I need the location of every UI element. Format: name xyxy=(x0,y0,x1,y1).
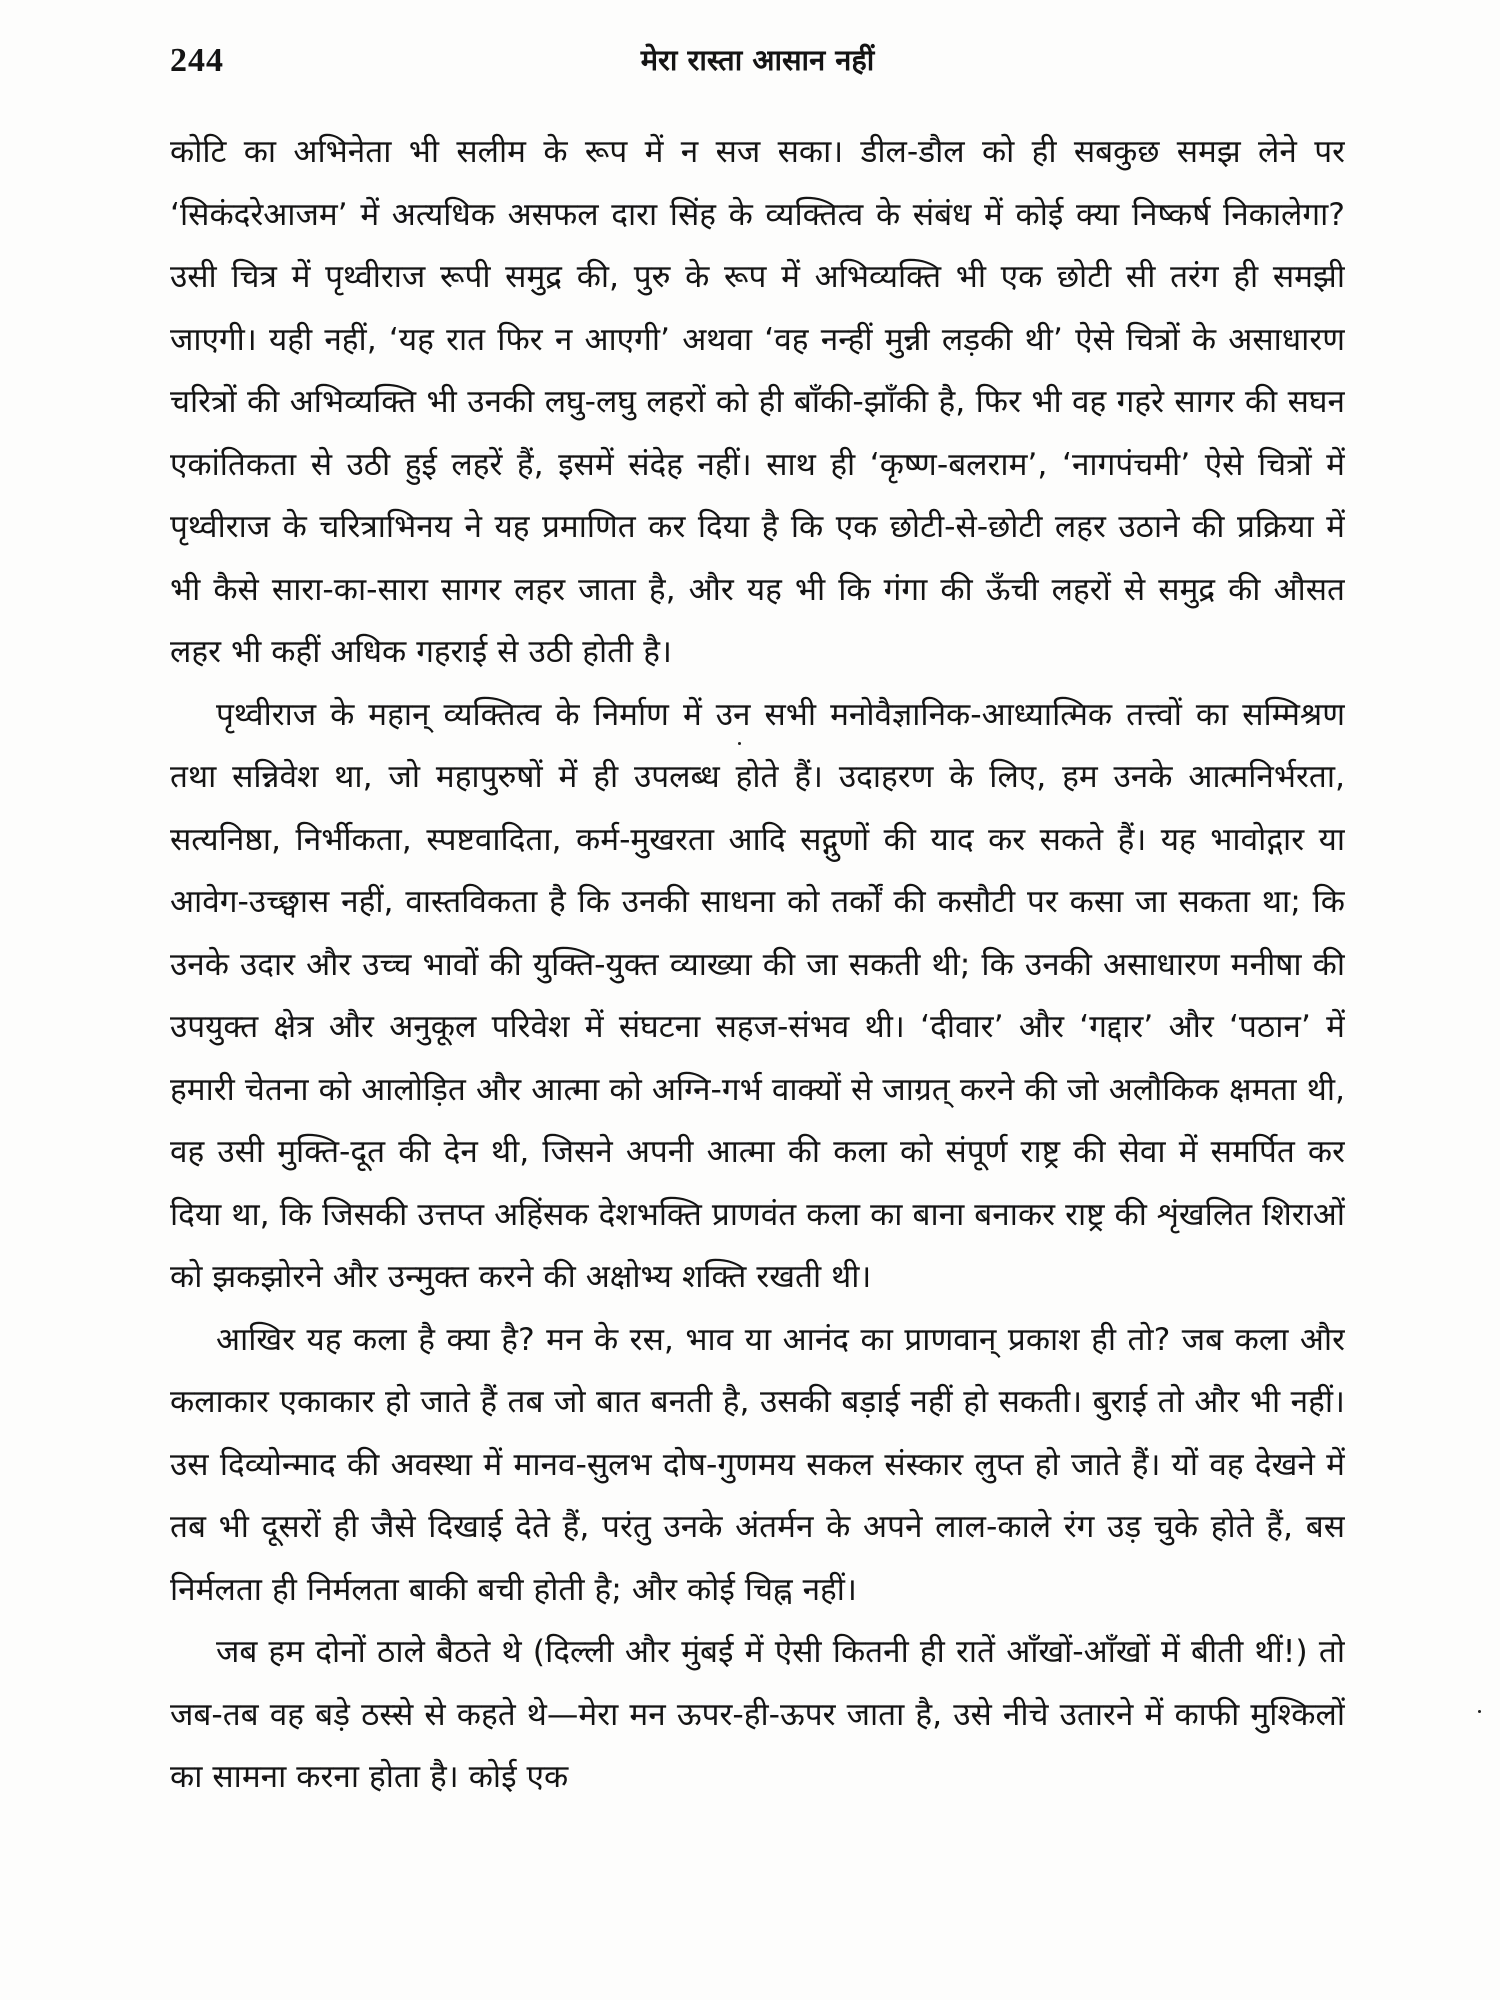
paragraph-4: जब हम दोनों ठाले बैठते थे (दिल्ली और मुंबई में ऐसी कितनी ही रातें आँखों-आँखों में बीती थीं!) तो जब-तब वह बड़े ठस्से से कहते थे—मेरा मन ऊपर-ही-ऊपर जाता है, उसे नीचे उतारने में काफी मुश्किलों का सामना करना होता है। कोई एक xyxy=(170,1634,1345,1795)
scan-speck xyxy=(738,742,741,745)
page-header xyxy=(170,38,1345,98)
paragraph-1: कोटि का अभिनेता भी सलीम के रूप में न सज सका। डील-डौल को ही सबकुछ समझ लेने पर ‘सिकंदरेआजम’ में अत्यधिक असफल दारा सिंह के व्यक्तित्व के संबंध में कोई क्या निष्कर्ष निकालेगा? उसी चित्र में पृथ्वीराज रूपी समुद्र की, पुरु के रूप में अभिव्यक्ति भी एक छोटी सी तरंग ही समझी जाएगी। यही नहीं, ‘यह रात फिर न आएगी’ अथवा ‘वह नन्हीं मुन्नी लड़की थी’ ऐसे चित्रों के असाधारण चरित्रों की अभिव्यक्ति भी उनकी लघु-लघु लहरों को ही बाँकी-झाँकी है, फिर भी वह गहरे सागर की सघन एकांतिकता से उठी हुई लहरें हैं, इसमें संदेह नहीं। साथ ही ‘कृष्ण-बलराम’, ‘नागपंचमी’ ऐसे चित्रों में पृथ्वीराज के चरित्राभिनय ने यह प्रमाणित कर दिया है कि एक छोटी-से-छोटी लहर उठाने की प्रक्रिया में भी कैसे सारा-का-सारा सागर लहर जाता है, और यह भी कि गंगा की ऊँची लहरों से समुद्र की औसत लहर भी कहीं अधिक गहराई से उठी होती है। xyxy=(170,134,1345,670)
running-title: मेरा रास्ता आसान नहीं xyxy=(640,43,875,77)
page-number: 244 xyxy=(170,42,224,79)
body-text xyxy=(170,121,1345,1981)
paragraph-3: आखिर यह कला है क्या है? मन के रस, भाव या आनंद का प्राणवान् प्रकाश ही तो? जब कला और कलाकार एकाकार हो जाते हैं तब जो बात बनती है, उसकी बड़ाई नहीं हो सकती। बुराई तो और भी नहीं। उस दिव्योन्माद की अवस्था में मानव-सुलभ दोष-गुणमय सकल संस्कार लुप्त हो जाते हैं। यों वह देखने में तब भी दूसरों ही जैसे दिखाई देते हैं, परंतु उनके अंतर्मन के अपने लाल-काले रंग उड़ चुके होते हैं, बस निर्मलता ही निर्मलता बाकी बची होती है; और कोई चिह्न नहीं। xyxy=(170,1321,1345,1608)
scan-speck xyxy=(1478,1710,1481,1713)
paragraph-2: पृथ्वीराज के महान् व्यक्तित्व के निर्माण में उन सभी मनोवैज्ञानिक-आध्यात्मिक तत्त्वों का सम्मिश्रण तथा सन्निवेश था, जो महापुरुषों में ही उपलब्ध होते हैं। उदाहरण के लिए, हम उनके आत्मनिर्भरता, सत्यनिष्ठा, निर्भीकता, स्पष्टवादिता, कर्म-मुखरता आदि सद्गुणों की याद कर सकते हैं। यह भावोद्गार या आवेग-उच्छ्वास नहीं, वास्तविकता है कि उनकी साधना को तर्कों की कसौटी पर कसा जा सकता था; कि उनके उदार और उच्च भावों की युक्ति-युक्त व्याख्या की जा सकती थी; कि उनकी असाधारण मनीषा की उपयुक्त क्षेत्र और अनुकूल परिवेश में संघटना सहज-संभव थी। ‘दीवार’ और ‘गद्दार’ और ‘पठान’ में हमारी चेतना को आलोड़ित और आत्मा को अग्नि-गर्भ वाक्यों से जाग्रत् करने की जो अलौकिक क्षमता थी, वह उसी मुक्ति-दूत की देन थी, जिसने अपनी आत्मा की कला को संपूर्ण राष्ट्र की सेवा में समर्पित कर दिया था, कि जिसकी उत्तप्त अहिंसक देशभक्ति प्राणवंत कला का बाना बनाकर राष्ट्र की शृंखलित शिराओं को झकझोरने और उन्मुक्त करने की अक्षोभ्य शक्ति रखती थी। xyxy=(170,696,1345,1295)
